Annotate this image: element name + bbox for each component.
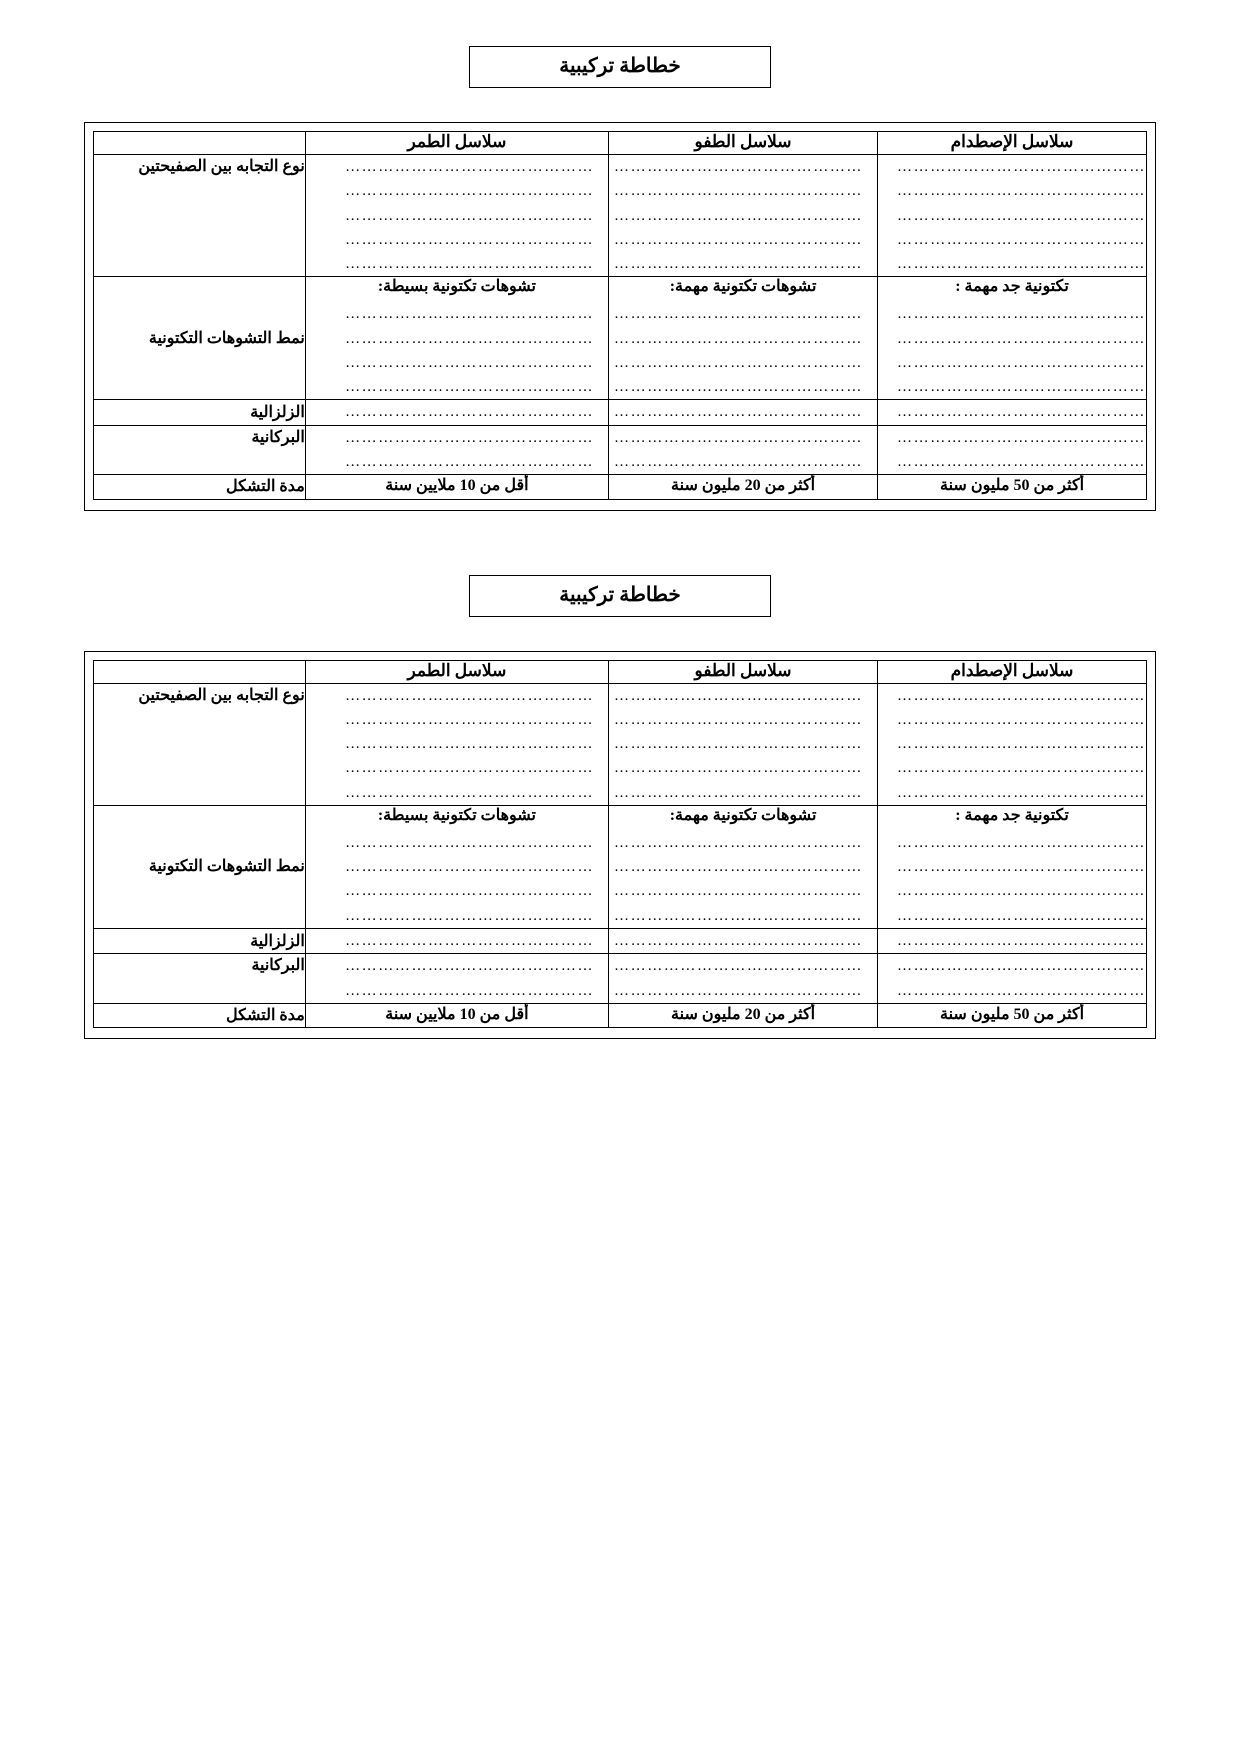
dotted-line: ……………………………………… [345, 933, 595, 950]
row-label-seismicity: الزلزالية [94, 929, 306, 954]
cell-subheading: تشوهات تكتونية مهمة: [669, 278, 817, 296]
dotted-line: ……………………………………… [897, 711, 1146, 728]
worksheet-1-table [93, 131, 1147, 500]
row-label-volcanism: البركانية [94, 425, 306, 475]
dotted-line: ……………………………………… [345, 760, 595, 777]
dotted-line: ……………………………………… [897, 354, 1146, 371]
dotted-line: ……………………………………… [614, 256, 864, 273]
row-label-convergence-type: نوع التجابه بين الصفيحتين [94, 683, 306, 805]
dotted-line: ……………………………………… [897, 907, 1146, 924]
dotted-line: ……………………………………… [897, 883, 1146, 900]
row-1-cell-collision[interactable] [878, 683, 1147, 805]
column-header-empty [94, 660, 306, 683]
cell-subheading: تكتونية جد مهمة : [955, 807, 1069, 825]
dotted-line: ……………………………………… [897, 207, 1146, 224]
dotted-line: ……………………………………… [614, 306, 864, 323]
column-header-empty [94, 132, 306, 155]
dotted-line: ……………………………………… [614, 883, 864, 900]
row-3-cell-obduction[interactable] [609, 400, 878, 425]
dotted-line: ……………………………………… [345, 306, 595, 323]
cell-subheading: تشوهات تكتونية مهمة: [669, 807, 817, 825]
row-3-cell-collision[interactable] [878, 400, 1147, 425]
dotted-line: ……………………………………… [614, 159, 864, 175]
worksheet-1-frame [84, 122, 1156, 511]
table-row [94, 929, 1147, 954]
cell-subheading: تكتونية جد مهمة : [955, 278, 1069, 296]
row-4-cell-obduction[interactable] [609, 425, 878, 475]
dotted-line: ……………………………………… [345, 907, 595, 924]
column-header-collision: سلاسل الإصطدام [878, 132, 1147, 155]
worksheet-1-title-spacer [0, 88, 1240, 122]
row-4-cell-obduction[interactable] [609, 954, 878, 1004]
worksheet-1-title: خطاطة تركيبية [469, 46, 771, 88]
dotted-line: ……………………………………… [345, 207, 595, 224]
dotted-line: ……………………………………… [614, 784, 864, 801]
dotted-line: ……………………………………… [345, 354, 595, 371]
dotted-line: ……………………………………… [897, 330, 1146, 347]
table-row [94, 155, 1147, 277]
table-row [94, 475, 1147, 499]
row-label-convergence-type: نوع التجابه بين الصفيحتين [94, 155, 306, 277]
dotted-line: ……………………………………… [897, 859, 1146, 876]
table-row [94, 425, 1147, 475]
dotted-line: ……………………………………… [614, 933, 864, 950]
dotted-line: ……………………………………… [614, 354, 864, 371]
dotted-line: ……………………………………… [897, 834, 1146, 851]
row-label-seismicity: الزلزالية [94, 400, 306, 425]
row-2-cell-obduction[interactable] [609, 806, 878, 929]
dotted-line: ……………………………………… [614, 834, 864, 851]
dotted-line: ……………………………………… [345, 330, 595, 347]
dotted-line: ……………………………………… [614, 454, 864, 471]
dotted-line: ……………………………………… [897, 306, 1146, 323]
table-row [94, 1003, 1147, 1027]
dotted-line: ……………………………………… [614, 330, 864, 347]
dotted-line: ……………………………………… [345, 958, 595, 975]
worksheet-2-title-wrap [0, 575, 1240, 617]
column-header-subduction: سلاسل الطمر [305, 660, 608, 683]
table-row [94, 806, 1147, 929]
row-1-cell-obduction[interactable] [609, 155, 878, 277]
dotted-line: ……………………………………… [345, 454, 595, 471]
row-3-cell-obduction[interactable] [609, 929, 878, 954]
row-3-cell-subduction[interactable] [305, 929, 608, 954]
dotted-line: ……………………………………… [614, 958, 864, 975]
dotted-line: ……………………………………… [897, 933, 1146, 950]
row-5-value-obduction: أكثر من 20 مليون سنة [609, 475, 878, 499]
row-2-cell-collision[interactable] [878, 277, 1147, 400]
dotted-line: ……………………………………… [614, 736, 864, 753]
cell-subheading: تشوهات تكتونية بسيطة: [377, 807, 537, 825]
column-header-collision: سلاسل الإصطدام [878, 660, 1147, 683]
row-5-value-collision: أكثر من 50 مليون سنة [878, 1003, 1147, 1027]
dotted-line: ……………………………………… [897, 379, 1146, 396]
table-row [94, 954, 1147, 1004]
row-label-deformation-style: نمط التشوهات التكتونية [94, 806, 306, 929]
row-5-value-subduction: أقل من 10 ملايين سنة [305, 475, 608, 499]
dotted-line: ……………………………………… [614, 404, 864, 421]
row-5-value-subduction: أقل من 10 ملايين سنة [305, 1003, 608, 1027]
row-1-cell-obduction[interactable] [609, 683, 878, 805]
row-label-volcanism: البركانية [94, 954, 306, 1004]
dotted-line: ……………………………………… [897, 760, 1146, 777]
column-header-obduction: سلاسل الطفو [609, 132, 878, 155]
column-header-subduction: سلاسل الطمر [305, 132, 608, 155]
row-3-cell-subduction[interactable] [305, 400, 608, 425]
worksheet-2 [0, 575, 1240, 1040]
dotted-line: ……………………………………… [614, 907, 864, 924]
row-4-cell-collision[interactable] [878, 425, 1147, 475]
worksheet-2-table [93, 660, 1147, 1029]
row-2-cell-collision[interactable] [878, 806, 1147, 929]
row-4-cell-collision[interactable] [878, 954, 1147, 1004]
row-label-formation-duration: مدة التشكل [94, 475, 306, 499]
dotted-line: ……………………………………… [614, 760, 864, 777]
dotted-line: ……………………………………… [897, 736, 1146, 753]
worksheet-2-title: خطاطة تركيبية [469, 575, 771, 617]
dotted-line: ……………………………………… [614, 207, 864, 224]
dotted-line: ……………………………………… [614, 982, 864, 999]
row-5-value-obduction: أكثر من 20 مليون سنة [609, 1003, 878, 1027]
dotted-line: ……………………………………… [897, 256, 1146, 273]
worksheet-2-frame [84, 651, 1156, 1040]
dotted-line: ……………………………………… [345, 256, 595, 273]
table-row [94, 400, 1147, 425]
row-1-cell-subduction[interactable] [305, 155, 608, 277]
dotted-line: ……………………………………… [614, 711, 864, 728]
column-header-obduction: سلاسل الطفو [609, 660, 878, 683]
worksheet-1 [0, 46, 1240, 511]
dotted-line: ……………………………………… [614, 859, 864, 876]
dotted-line: ……………………………………… [897, 454, 1146, 471]
cell-subheading: تشوهات تكتونية بسيطة: [377, 278, 537, 296]
row-4-cell-subduction[interactable] [305, 954, 608, 1004]
dotted-line: ……………………………………… [345, 429, 595, 446]
dotted-line: ……………………………………… [345, 404, 595, 421]
row-2-cell-obduction[interactable] [609, 277, 878, 400]
dotted-line: ……………………………………… [897, 159, 1146, 175]
row-2-cell-subduction[interactable] [305, 277, 608, 400]
dotted-line: ……………………………………… [897, 429, 1146, 446]
top-spacer [0, 0, 1240, 46]
dotted-line: ……………………………………… [614, 379, 864, 396]
dotted-line: ……………………………………… [614, 429, 864, 446]
dotted-line: ……………………………………… [897, 982, 1146, 999]
table-header-row [94, 132, 1147, 155]
row-label-formation-duration: مدة التشكل [94, 1003, 306, 1027]
worksheet-gap [0, 511, 1240, 575]
dotted-line: ……………………………………… [345, 379, 595, 396]
row-1-cell-collision[interactable] [878, 155, 1147, 277]
dotted-line: ……………………………………… [345, 687, 595, 704]
dotted-line: ……………………………………… [897, 687, 1146, 704]
row-5-value-collision: أكثر من 50 مليون سنة [878, 475, 1147, 499]
dotted-line: ……………………………………… [614, 183, 864, 200]
row-3-cell-collision[interactable] [878, 929, 1147, 954]
row-label-deformation-style: نمط التشوهات التكتونية [94, 277, 306, 400]
dotted-line: ……………………………………… [897, 958, 1146, 975]
table-row [94, 683, 1147, 805]
dotted-line: ……………………………………… [345, 231, 595, 248]
worksheet-2-title-spacer [0, 617, 1240, 651]
dotted-line: ……………………………………… [345, 784, 595, 801]
dotted-line: ……………………………………… [345, 859, 595, 876]
dotted-line: ……………………………………… [345, 159, 595, 175]
dotted-line: ……………………………………… [345, 711, 595, 728]
row-2-cell-subduction[interactable] [305, 806, 608, 929]
dotted-line: ……………………………………… [897, 404, 1146, 421]
dotted-line: ……………………………………… [345, 982, 595, 999]
table-row [94, 277, 1147, 400]
dotted-line: ……………………………………… [614, 231, 864, 248]
table-header-row [94, 660, 1147, 683]
dotted-line: ……………………………………… [345, 736, 595, 753]
row-1-cell-subduction[interactable] [305, 683, 608, 805]
dotted-line: ……………………………………… [897, 231, 1146, 248]
dotted-line: ……………………………………… [897, 183, 1146, 200]
dotted-line: ……………………………………… [897, 784, 1146, 801]
dotted-line: ……………………………………… [345, 883, 595, 900]
dotted-line: ……………………………………… [614, 687, 864, 704]
dotted-line: ……………………………………… [345, 183, 595, 200]
worksheet-1-title-wrap [0, 46, 1240, 88]
row-4-cell-subduction[interactable] [305, 425, 608, 475]
dotted-line: ……………………………………… [345, 834, 595, 851]
